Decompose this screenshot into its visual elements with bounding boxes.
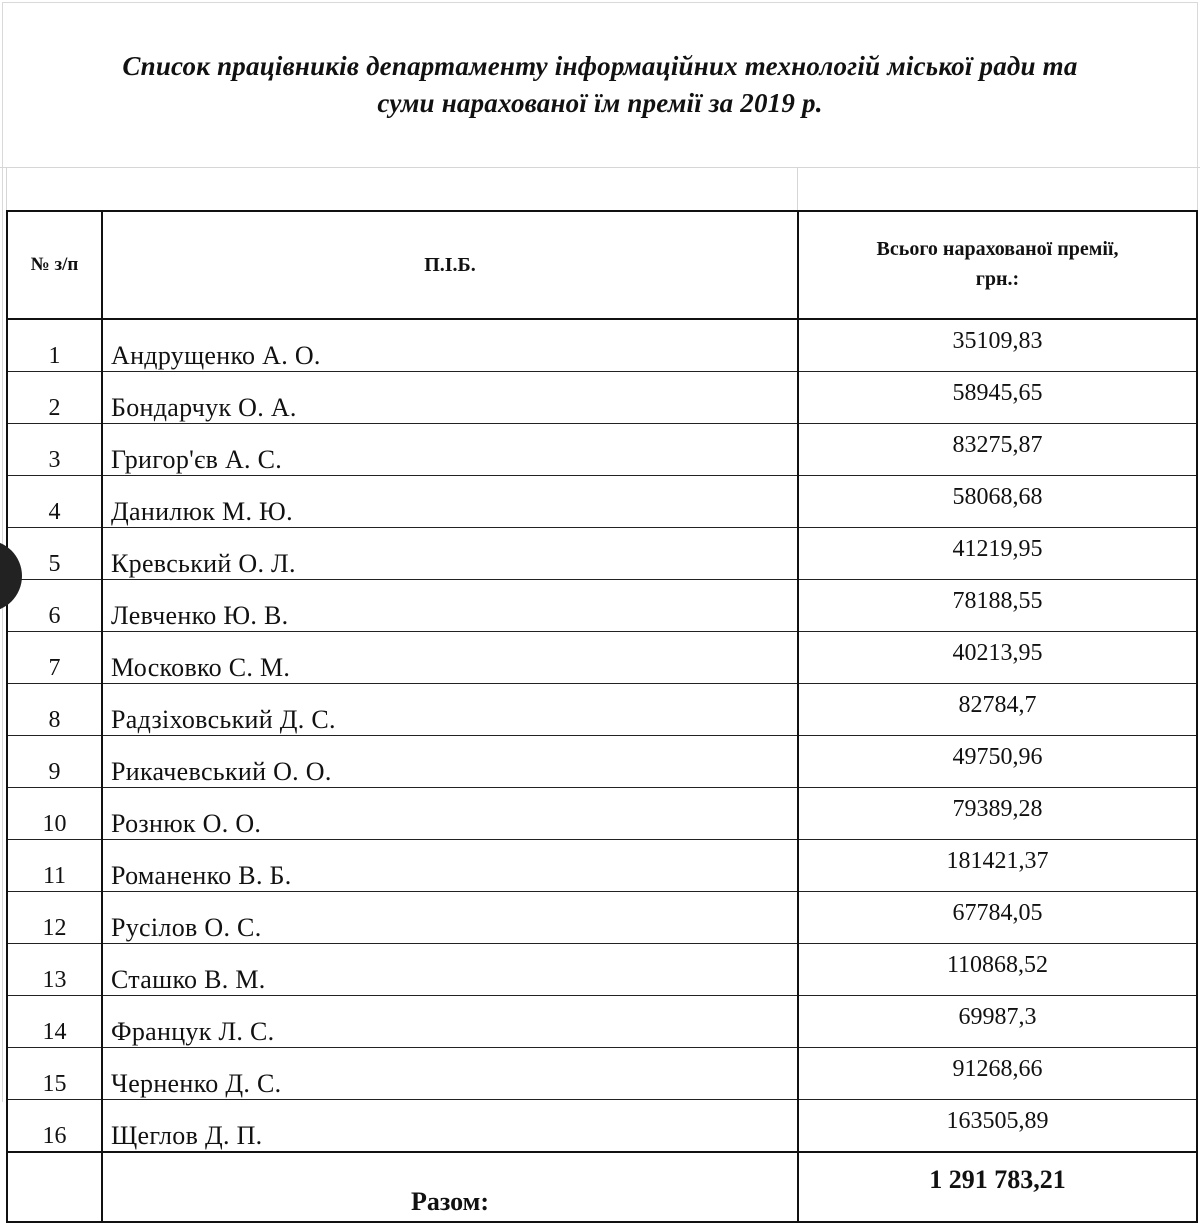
table-row [7,944,1197,996]
row-amount: 181421,37 [798,840,1197,892]
row-name: Григор'єв А. С. [102,424,798,476]
header-total-line-1: Всього нарахованої премії, [876,238,1119,260]
table-row [7,319,1197,372]
row-name: Московко С. М. [102,632,798,684]
row-name: Рикачевський О. О. [102,736,798,788]
row-number: 7 [7,632,102,684]
total-value: 1 291 783,21 [798,1152,1197,1222]
row-number: 1 [7,319,102,372]
row-name: Русілов О. С. [102,892,798,944]
sheet-gridline [797,168,798,210]
table-row [7,736,1197,788]
row-amount: 58068,68 [798,476,1197,528]
row-name: Андрущенко А. О. [102,319,798,372]
table-row [7,476,1197,528]
title-line-2: суми нарахованої їм премії за 2019 р. [377,88,823,118]
sheet-gridline [6,168,7,210]
row-number: 12 [7,892,102,944]
row-number: 8 [7,684,102,736]
header-total-line-2: грн.: [975,268,1020,290]
row-number: 6 [7,580,102,632]
header-total [798,211,1197,319]
row-amount: 40213,95 [798,632,1197,684]
table-row [7,1100,1197,1153]
row-number: 15 [7,1048,102,1100]
table-row [7,840,1197,892]
title-line-1: Список працівників департаменту інформаційних технологій міської ради та [122,51,1078,81]
row-amount: 69987,3 [798,996,1197,1048]
row-number: 3 [7,424,102,476]
row-number: 4 [7,476,102,528]
table-row [7,684,1197,736]
row-number: 9 [7,736,102,788]
row-amount: 67784,05 [798,892,1197,944]
row-name: Данилюк М. Ю. [102,476,798,528]
row-number: 13 [7,944,102,996]
row-amount: 163505,89 [798,1100,1197,1153]
row-name: Щеглов Д. П. [102,1100,798,1153]
row-amount: 41219,95 [798,528,1197,580]
row-amount: 82784,7 [798,684,1197,736]
table-row [7,996,1197,1048]
table-header-row [7,211,1197,319]
header-name: П.І.Б. [102,211,798,319]
row-name: Кревський О. Л. [102,528,798,580]
row-name: Радзіховський Д. С. [102,684,798,736]
table-row [7,424,1197,476]
header-number: № з/п [7,211,102,319]
row-number: 2 [7,372,102,424]
total-empty-cell [7,1152,102,1222]
row-amount: 79389,28 [798,788,1197,840]
row-number: 16 [7,1100,102,1153]
total-label: Разом: [102,1152,798,1222]
row-number: 5 [7,528,102,580]
table-row [7,788,1197,840]
row-number: 11 [7,840,102,892]
document-title [0,48,1200,122]
row-amount: 58945,65 [798,372,1197,424]
row-number: 14 [7,996,102,1048]
row-name: Рознюк О. О. [102,788,798,840]
row-name: Сташко В. М. [102,944,798,996]
row-name: Бондарчук О. А. [102,372,798,424]
table-row [7,892,1197,944]
row-name: Черненко Д. С. [102,1048,798,1100]
row-amount: 78188,55 [798,580,1197,632]
row-number: 10 [7,788,102,840]
row-amount: 35109,83 [798,319,1197,372]
table-total-row [7,1152,1197,1222]
sheet-gridline [0,167,1200,168]
table-row [7,528,1197,580]
table-row [7,632,1197,684]
row-amount: 83275,87 [798,424,1197,476]
row-amount: 91268,66 [798,1048,1197,1100]
bonus-table [6,210,1198,1223]
row-name: Францук Л. С. [102,996,798,1048]
row-amount: 110868,52 [798,944,1197,996]
table-body [7,319,1197,1152]
table-row [7,580,1197,632]
table-row [7,372,1197,424]
row-amount: 49750,96 [798,736,1197,788]
row-name: Романенко В. Б. [102,840,798,892]
row-name: Левченко Ю. В. [102,580,798,632]
table-row [7,1048,1197,1100]
